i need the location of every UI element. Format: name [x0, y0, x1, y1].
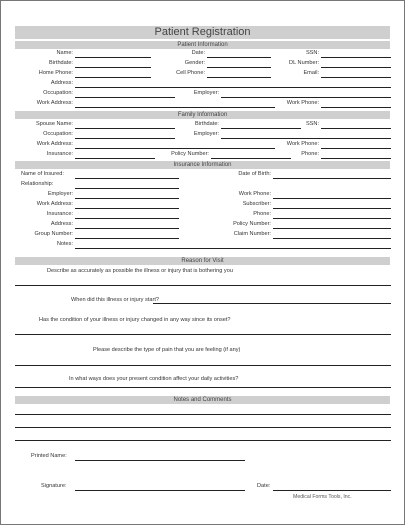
spouse-ssn-field[interactable] [321, 128, 391, 129]
signature-field[interactable] [75, 490, 245, 491]
spouse-work-address-label: Work Address: [36, 141, 73, 147]
notes-line[interactable] [15, 414, 391, 415]
insurance-address-label: Address: [50, 221, 73, 227]
reason-question-pain: Please describe the type of pain that you are feeling (if any) [93, 347, 241, 353]
name-field[interactable] [75, 57, 151, 58]
claim-number-field[interactable] [273, 238, 391, 239]
relationship-label: Relationship: [21, 181, 54, 187]
group-number-field[interactable] [75, 238, 179, 239]
reason-question-daily-activities: In what ways does your present condition affect your daily activities? [69, 376, 239, 382]
date-label: Date: [191, 50, 205, 56]
spouse-ssn-label: SSN: [305, 121, 319, 127]
email-field[interactable] [321, 77, 391, 78]
spouse-name-field[interactable] [75, 128, 175, 129]
cell-phone-label: Cell Phone: [176, 70, 205, 76]
address-field[interactable] [75, 87, 391, 88]
insurance-company-label: Insurance: [46, 211, 73, 217]
insurance-address-field[interactable] [75, 228, 179, 229]
date-of-birth-field[interactable] [273, 178, 391, 179]
relationship-field[interactable] [75, 188, 179, 189]
section-header-notes: Notes and Comments [15, 396, 390, 404]
birthdate-label: Birthdate: [49, 60, 73, 66]
spouse-employer-label: Employer: [193, 131, 219, 137]
spouse-phone-label: Phone: [301, 151, 319, 157]
spouse-work-phone-label: Work Phone: [286, 141, 319, 147]
address-label: Address: [50, 80, 73, 86]
insured-work-phone-label: Work Phone: [238, 191, 271, 197]
insured-work-address-label: Work Address: [36, 201, 73, 207]
spouse-insurance-label: Insurance: [46, 151, 73, 157]
notes-line[interactable] [15, 440, 391, 441]
insured-work-phone-field[interactable] [273, 198, 391, 199]
section-header-insurance: Insurance Information [15, 161, 390, 169]
insurance-phone-field[interactable] [273, 218, 391, 219]
reason-answer-changed[interactable] [15, 334, 391, 335]
insurance-policy-number-field[interactable] [273, 228, 391, 229]
name-of-insured-label: Name of Insured: [21, 171, 64, 177]
insured-work-address-field[interactable] [75, 208, 179, 209]
spouse-birthdate-field[interactable] [221, 128, 301, 129]
reason-answer-describe[interactable] [15, 285, 391, 286]
reason-question-start: When did this illness or injury start? [71, 297, 159, 303]
insured-employer-field[interactable] [75, 198, 179, 199]
spouse-insurance-field[interactable] [75, 158, 155, 159]
reason-answer-pain[interactable] [15, 365, 391, 366]
reason-answer-daily-activities[interactable] [15, 387, 391, 388]
insured-employer-label: Employer: [47, 191, 73, 197]
spouse-work-phone-field[interactable] [321, 148, 391, 149]
date-field[interactable] [207, 57, 271, 58]
spouse-work-address-field[interactable] [75, 148, 275, 149]
gender-field[interactable] [207, 67, 271, 68]
section-header-family: Family Information [15, 111, 390, 119]
dl-number-field[interactable] [321, 67, 391, 68]
insurance-notes-field[interactable] [75, 248, 391, 249]
notes-line[interactable] [15, 427, 391, 428]
occupation-field[interactable] [75, 97, 175, 98]
printed-name-label: Printed Name: [31, 453, 67, 459]
insurance-policy-number-label: Policy Number: [233, 221, 271, 227]
spouse-name-label: Spouse Name: [35, 121, 73, 127]
employer-field[interactable] [221, 97, 391, 98]
footer-date-label: Date: [257, 483, 271, 489]
insurance-phone-label: Phone: [253, 211, 271, 217]
reason-answer-start[interactable] [153, 303, 391, 304]
insurance-notes-label: Notes: [56, 241, 73, 247]
footer-credit: Medical Forms Tools, Inc. [293, 494, 352, 500]
group-number-label: Group Number: [34, 231, 73, 237]
spouse-policy-number-label: Policy Number: [171, 151, 209, 157]
work-phone-label: Work Phone: [286, 100, 319, 106]
section-header-reason: Reason for Visit [15, 257, 390, 265]
spouse-occupation-label: Occupation: [43, 131, 73, 137]
ssn-field[interactable] [321, 57, 391, 58]
spouse-birthdate-label: Birthdate: [195, 121, 219, 127]
subscriber-label: Subscriber: [242, 201, 271, 207]
cell-phone-field[interactable] [207, 77, 271, 78]
work-address-field[interactable] [75, 107, 275, 108]
spouse-occupation-field[interactable] [75, 138, 175, 139]
home-phone-label: Home Phone: [38, 70, 73, 76]
section-header-patient: Patient Information [15, 41, 390, 49]
gender-label: Gender: [184, 60, 205, 66]
subscriber-field[interactable] [273, 208, 391, 209]
spouse-phone-field[interactable] [321, 158, 391, 159]
ssn-label: SSN: [305, 50, 319, 56]
employer-label: Employer: [193, 90, 219, 96]
birthdate-field[interactable] [75, 67, 151, 68]
home-phone-field[interactable] [75, 77, 151, 78]
dl-number-label: DL Number: [289, 60, 319, 66]
page-title: Patient Registration [15, 26, 390, 39]
footer-date-field[interactable] [273, 490, 391, 491]
work-phone-field[interactable] [321, 107, 391, 108]
spouse-policy-number-field[interactable] [211, 158, 291, 159]
reason-question-describe: Describe as accurately as possible the illness or injury that is bothering you [47, 268, 233, 274]
printed-name-field[interactable] [75, 460, 245, 461]
signature-label: Signature: [41, 483, 67, 489]
claim-number-label: Claim Number: [233, 231, 271, 237]
spouse-employer-field[interactable] [221, 138, 391, 139]
occupation-label: Occupation: [43, 90, 73, 96]
work-address-label: Work Address: [36, 100, 73, 106]
email-label: Email: [303, 70, 319, 76]
reason-question-changed: Has the condition of your illness or injury changed in any way since its onset? [39, 317, 231, 323]
insurance-company-field[interactable] [75, 218, 179, 219]
name-of-insured-field[interactable] [75, 178, 179, 179]
date-of-birth-label: Date of Birth: [238, 171, 271, 177]
name-label: Name: [56, 50, 73, 56]
